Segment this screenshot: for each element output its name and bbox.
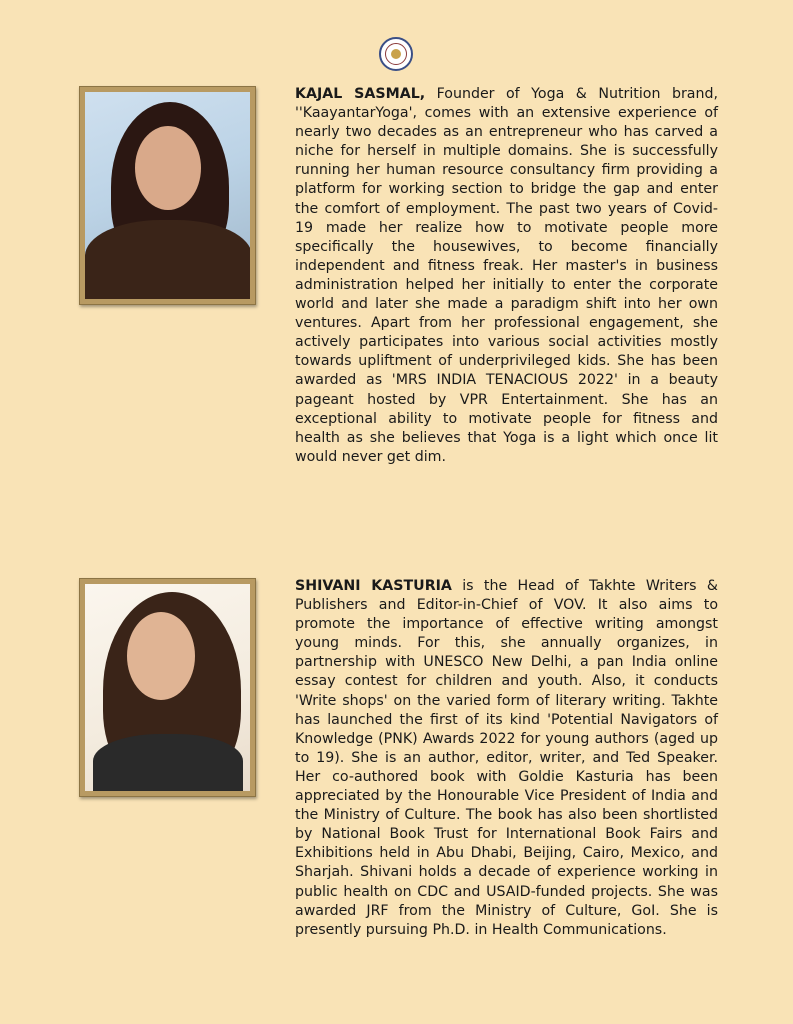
profile-bio-kajal	[295, 85, 718, 467]
profile-name-shivani: SHIVANI KASTURIA	[295, 578, 452, 594]
seal-core	[391, 49, 401, 59]
photo-body	[85, 220, 250, 299]
profile-name-kajal: KAJAL SASMAL,	[295, 86, 426, 102]
seal-inner-ring	[385, 43, 407, 65]
photo-face	[135, 126, 201, 210]
organization-seal-icon	[379, 37, 413, 71]
photo-body	[93, 734, 243, 791]
profile-photo-frame-shivani	[79, 578, 256, 797]
profile-photo-kajal	[85, 92, 250, 299]
profile-text-shivani: is the Head of Takhte Writers & Publishers and Editor-in-Chief of VOV. It also aims to promote the importance of effective writing amongst young minds. For this, she annually organizes, in partnership with UNESCO New Delhi, a pan India online essay contest for children and youth. Also, it conducts 'Write shops' on the varied form of literary writing. Takhte has launched the first of its kind 'Potential Navigators of Knowledge (PNK) Awards 2022 for young authors (aged up to 19). She is an author, editor, writer, and Ted Speaker. Her co-authored book with Goldie Kasturia has been appreciated by the Honourable Vice President of India and the Ministry of Culture. The book has also been shortlisted by National Book Trust for International Book Fairs and Exhibitions held in Abu Dhabi, Beijing, Cairo, Mexico, and Sharjah. Shivani holds a decade of experience working in public health on CDC and USAID-funded projects. She was awarded JRF from the Ministry of Culture, GoI. She is presently pursuing Ph.D. in Health Communications.	[295, 578, 718, 938]
photo-face	[127, 612, 195, 700]
profile-bio-shivani	[295, 577, 718, 940]
profile-photo-shivani	[85, 584, 250, 791]
profile-photo-frame-kajal	[79, 86, 256, 305]
profile-text-kajal: Founder of Yoga & Nutrition brand, ''KaayantarYoga', comes with an extensive experience of nearly two decades as an entrepreneur who has carved a niche for herself in multiple domains. She is successfully running her human resource consultancy firm providing a platform for working section to bridge the gap and enter the comfort of employment. The past two years of Covid-19 made her realize how to motivate people more specifically the housewives, to become financially independent and fitness freak. Her master's in business administration helped her initially to enter the corporate world and later she made a paradigm shift into her own ventures. Apart from her professional engagement, she actively participates into various social activities mostly towards upliftment of underprivileged kids. She has been awarded as 'MRS INDIA TENACIOUS 2022' in a beauty pageant hosted by VPR Entertainment. She has an exceptional ability to motivate people for fitness and health as she believes that Yoga is a light which once lit would never get dim.	[295, 86, 718, 465]
